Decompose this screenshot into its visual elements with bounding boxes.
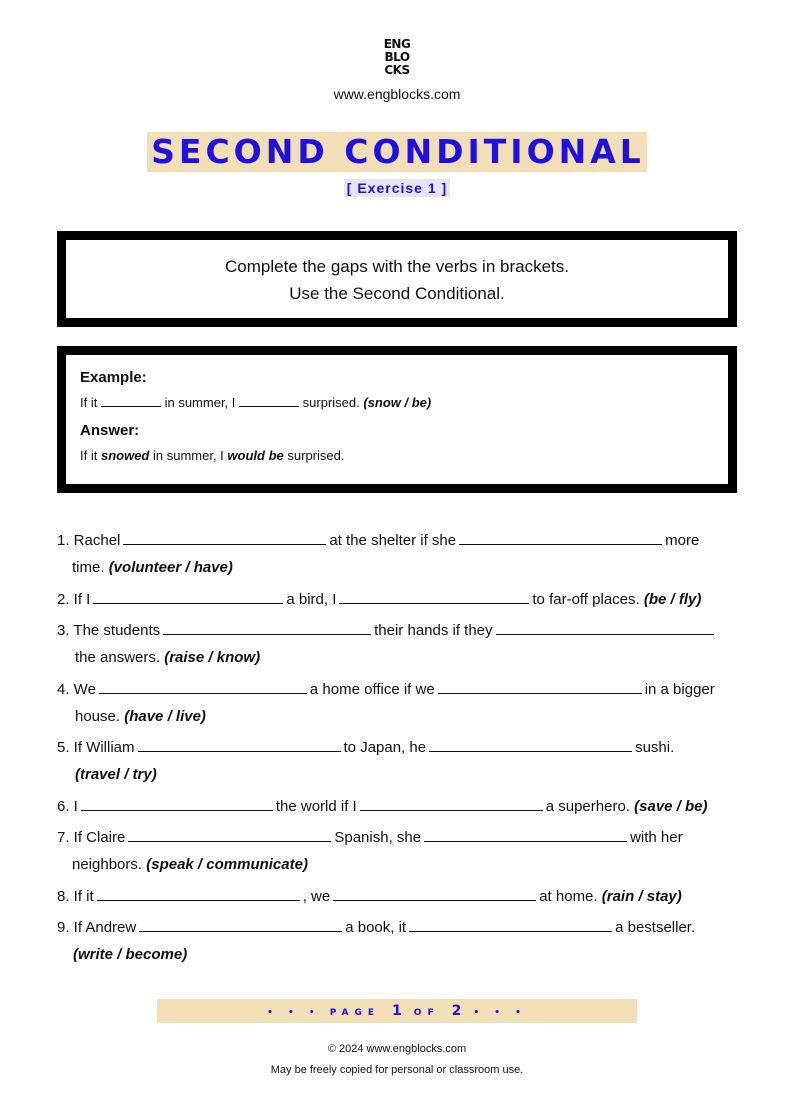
question-text: 3. The students <box>57 622 161 639</box>
question-text: 2. If I <box>57 591 91 608</box>
example-sentence <box>80 394 728 412</box>
verb-hint: (save / be) <box>634 798 708 815</box>
answer-text: If it <box>80 448 98 463</box>
verb-hint: (volunteer / have) <box>108 559 233 576</box>
question-3 <box>57 620 747 679</box>
page-title: SECOND CONDITIONAL <box>147 132 647 172</box>
answer-text: in summer, I <box>153 448 224 463</box>
answer-gap[interactable] <box>429 737 632 752</box>
answer-gap[interactable] <box>333 886 536 901</box>
question-text: more <box>665 532 700 549</box>
answer-gap[interactable] <box>360 796 543 811</box>
verb-hint: (write / become) <box>73 946 188 963</box>
example-text: in summer, I <box>164 395 236 410</box>
question-9 <box>57 917 747 976</box>
of-label: OF <box>413 1008 440 1018</box>
question-text: 1. Rachel <box>57 532 121 549</box>
question-text: neighbors. <box>72 856 143 873</box>
question-text: a home office if we <box>309 681 435 698</box>
example-hint: (snow / be) <box>363 395 432 410</box>
site-url[interactable]: www.engblocks.com <box>333 86 461 102</box>
question-text: 5. If William <box>57 739 135 756</box>
question-text: a bestseller. <box>615 919 696 936</box>
pagination-band <box>157 999 637 1023</box>
questions-list <box>57 530 747 976</box>
question-text: 8. If it <box>57 888 94 905</box>
total-pages-number: 2 <box>451 1003 462 1019</box>
verb-hint: (speak / communicate) <box>146 856 308 873</box>
answer-verb: would be <box>227 448 284 463</box>
footer-license: May be freely copied for personal or classroom use. <box>270 1064 524 1076</box>
answer-gap[interactable] <box>123 530 326 545</box>
question-text: the answers. <box>75 649 161 666</box>
logo-line-3: CKS <box>384 63 410 77</box>
answer-gap[interactable] <box>128 827 331 842</box>
answer-verb: snowed <box>100 448 150 463</box>
answer-gap[interactable] <box>339 589 529 604</box>
answer-gap[interactable] <box>93 589 283 604</box>
question-text: 9. If Andrew <box>57 919 137 936</box>
answer-gap[interactable] <box>99 679 307 694</box>
engblocks-logo <box>380 38 414 77</box>
question-text: time. <box>72 559 105 576</box>
answer-gap[interactable] <box>81 796 273 811</box>
question-text: at home. <box>539 888 598 905</box>
verb-hint: (have / live) <box>124 708 206 725</box>
answer-gap[interactable] <box>139 917 342 932</box>
question-text: their hands if they <box>374 622 493 639</box>
answer-gap[interactable] <box>424 827 627 842</box>
answer-gap[interactable] <box>163 620 371 635</box>
current-page-number: 1 <box>392 1003 402 1019</box>
question-1 <box>57 530 747 589</box>
question-text: 7. If Claire <box>57 829 126 846</box>
answer-heading: Answer: <box>80 422 140 439</box>
question-7 <box>57 827 747 886</box>
instructions-line-1: Complete the gaps with the verbs in brackets. <box>225 257 569 276</box>
instructions-line-2: Use the Second Conditional. <box>289 284 505 303</box>
question-text: sushi. <box>635 739 675 756</box>
question-2 <box>57 589 747 620</box>
exercise-label: [ Exercise 1 ] <box>344 179 450 197</box>
page-label: • • • PAGE <box>267 1008 381 1018</box>
example-gap <box>239 395 299 407</box>
verb-hint: (travel / try) <box>75 766 157 783</box>
logo-line-2: BLO <box>384 50 410 64</box>
verb-hint: (be / fly) <box>643 591 702 608</box>
answer-gap[interactable] <box>97 886 300 901</box>
question-text: , we <box>302 888 331 905</box>
example-gap <box>101 395 161 407</box>
example-text: surprised. <box>302 395 360 410</box>
question-text: the world if I <box>275 798 357 815</box>
question-text: 4. We <box>57 681 96 698</box>
question-text: Spanish, she <box>334 829 422 846</box>
question-4 <box>57 679 747 737</box>
question-5 <box>57 737 747 796</box>
question-text: 6. I <box>57 798 78 815</box>
question-text: with her <box>630 829 683 846</box>
example-heading: Example: <box>80 369 147 386</box>
question-text: in a bigger <box>644 681 715 698</box>
answer-gap[interactable] <box>496 620 714 635</box>
footer-copyright: © 2024 www.engblocks.com <box>327 1043 467 1055</box>
answer-gap[interactable] <box>409 917 612 932</box>
pagination-trail: • • • <box>473 1008 527 1018</box>
question-text: a superhero. <box>545 798 630 815</box>
question-text: to Japan, he <box>343 739 427 756</box>
question-text: a book, it <box>345 919 407 936</box>
answer-gap[interactable] <box>459 530 662 545</box>
verb-hint: (raise / know) <box>164 649 261 666</box>
question-text: house. <box>75 708 121 725</box>
example-text: If it <box>80 395 98 410</box>
answer-gap[interactable] <box>138 737 341 752</box>
answer-text: surprised. <box>287 448 345 463</box>
question-text: to far-off places. <box>532 591 640 608</box>
answer-gap[interactable] <box>438 679 642 694</box>
question-text: a bird, I <box>286 591 337 608</box>
logo-line-1: ENG <box>383 37 411 51</box>
instructions-box <box>57 231 737 327</box>
question-6 <box>57 796 747 827</box>
question-text: at the shelter if she <box>329 532 457 549</box>
answer-sentence <box>80 447 728 465</box>
question-8 <box>57 886 747 917</box>
example-box <box>57 346 737 493</box>
verb-hint: (rain / stay) <box>601 888 682 905</box>
